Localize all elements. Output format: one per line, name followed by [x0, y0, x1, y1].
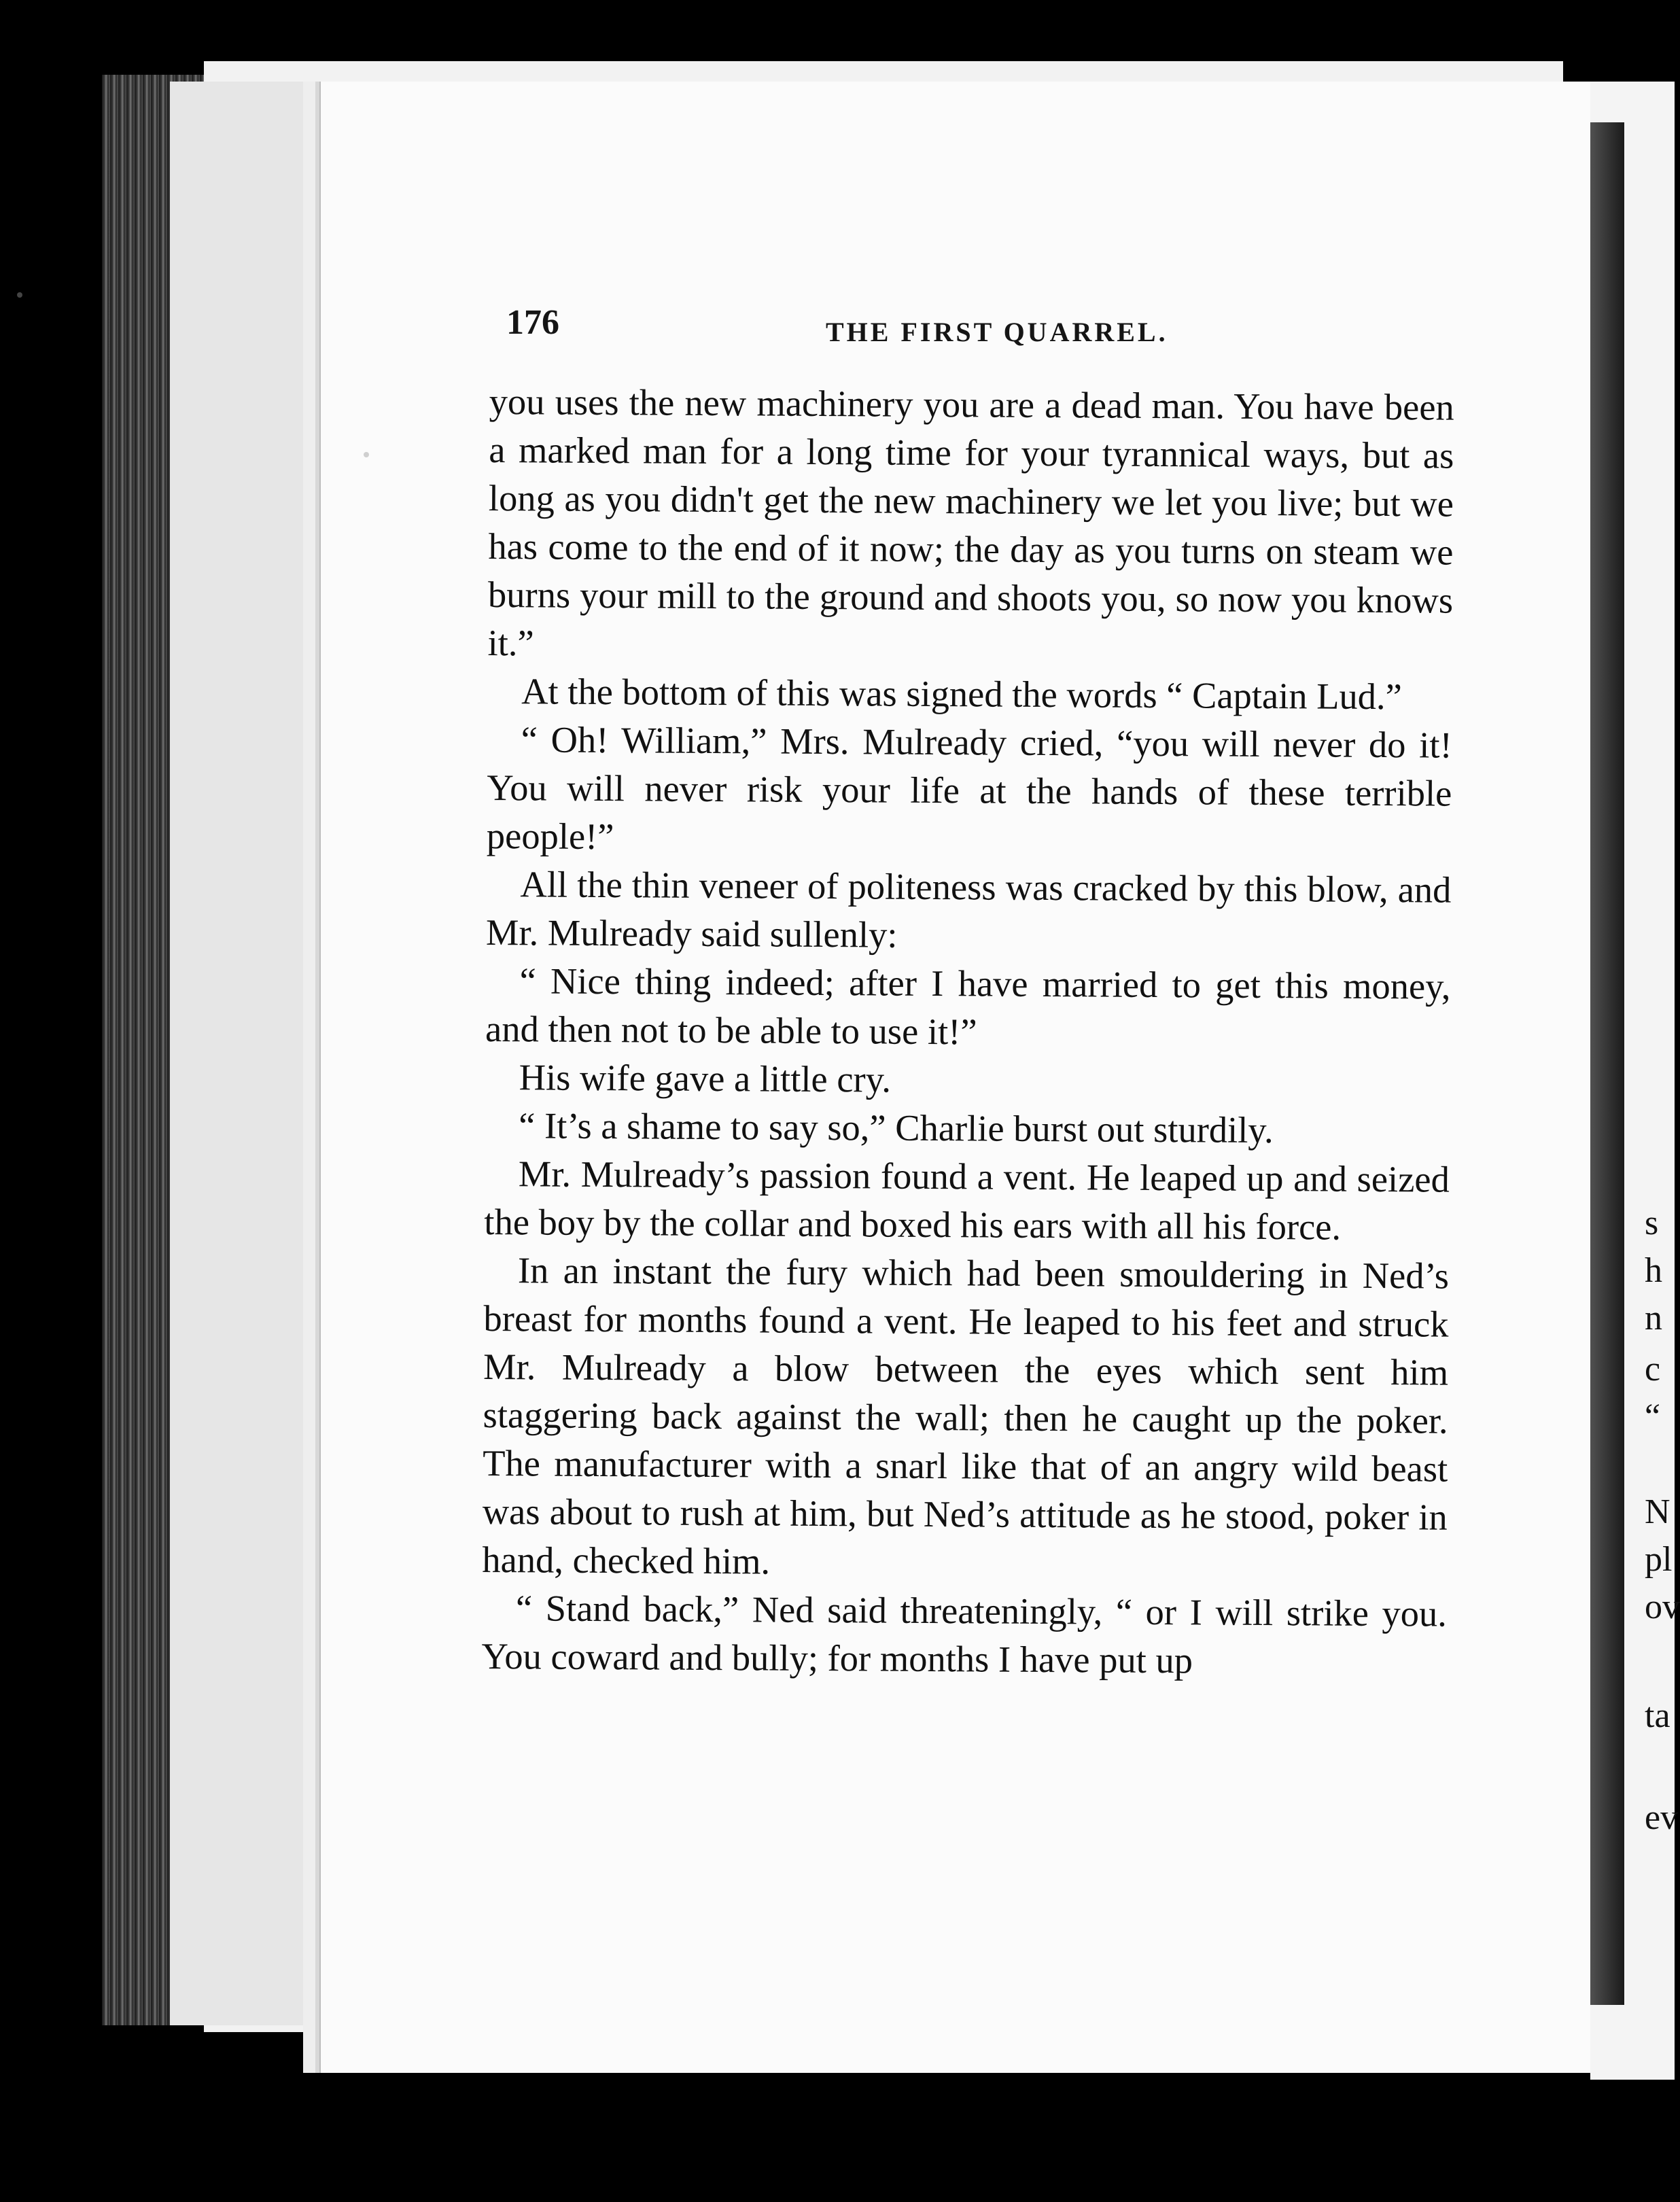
facing-page-fragment: c — [1645, 1350, 1661, 1388]
dust-speck — [364, 452, 369, 457]
facing-page-fragment: s — [1645, 1204, 1659, 1242]
paragraph: At the bottom of this was signed the words “ Captain Lud.” — [521, 670, 1403, 718]
paragraph: you uses the new machinery you are a dead man. You have been a marked man for a long time for your tyrannical ways, but as long as you didn't get the new machinery we let you live; but we has come to the end of it now; the day as you turns on steam we burns your mill to the ground and shoots you, so now you knows it.” — [487, 380, 1454, 664]
facing-page-fragment: ov — [1645, 1588, 1680, 1626]
page-number: 176 — [506, 303, 559, 342]
facing-page-fragment: n — [1645, 1299, 1662, 1338]
paragraph: “ Nice thing indeed; after I have married to get this money, and then not to be able to use it!” — [485, 960, 1451, 1053]
paragraph: “ Oh! William,” Mrs. Mulready cried, “you will never do it! You will never risk your life at the hands of these terrible people!” — [486, 718, 1452, 858]
facing-page-fragment: N — [1645, 1492, 1670, 1531]
paragraph: All the thin veneer of politeness was cracked by this blow, and Mr. Mulready said sullenly: — [485, 863, 1452, 956]
facing-page-fragment: ta — [1645, 1696, 1670, 1735]
paragraph: In an instant the fury which had been smouldering in Ned’s breast for months found a vent. He leaped to his feet and struck Mr. Mulready a blow between the eyes which sent him staggering back against the wall; then he caught up the poker. The manufacturer with a snarl like that of an angry wild beast was about to rush at him, but Ned’s attitude as he stood, poker in hand, checked him. — [482, 1249, 1450, 1582]
paragraph: “ Stand back,” Ned said threateningly, “ or I will strike you. You coward and bully; for months I have put up — [481, 1587, 1448, 1681]
page-header — [506, 302, 1424, 350]
page-body-text — [481, 377, 1454, 1686]
paragraph: His wife gave a little cry. — [519, 1056, 892, 1100]
dust-speck — [17, 292, 22, 298]
paragraph: Mr. Mulready’s passion found a vent. He leaped up and seized the boy by the collar and boxed his ears with all his force. — [484, 1153, 1450, 1248]
facing-page-fragment: pl — [1645, 1540, 1673, 1579]
facing-page-fragment: h — [1645, 1251, 1662, 1290]
page-edge-line — [319, 82, 321, 2073]
facing-page-fragment: “ — [1645, 1397, 1661, 1436]
running-head: THE FIRST QUARREL. — [826, 317, 1168, 347]
facing-page-fragment: ev — [1645, 1798, 1679, 1837]
paragraph: “ It’s a shame to say so,” Charlie burst out sturdily. — [519, 1104, 1274, 1151]
